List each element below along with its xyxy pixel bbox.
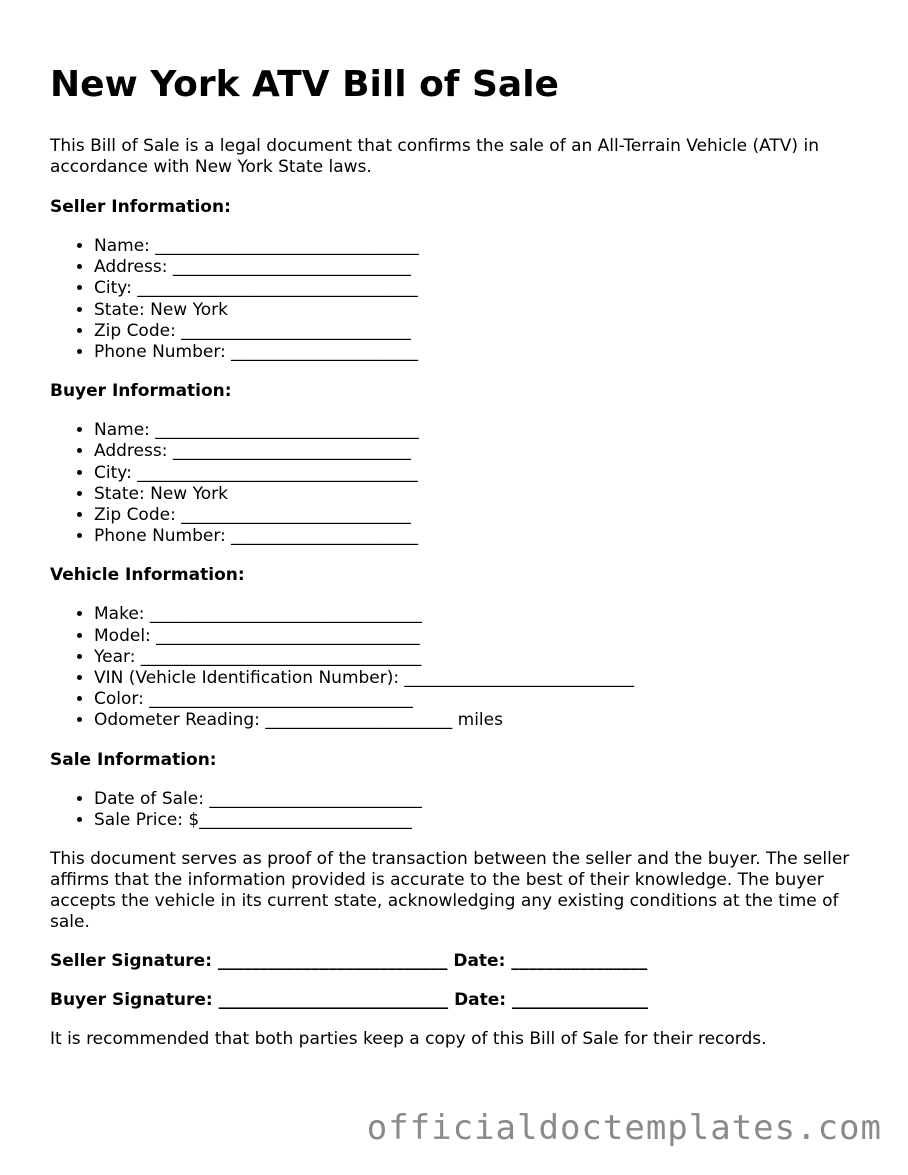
sale-heading: Sale Information: <box>50 749 217 770</box>
intro-paragraph: This Bill of Sale is a legal document that confirms the sale of an All-Terrain Vehicle (ATV) in accordance with New York State laws. <box>50 136 819 177</box>
buyer-address-line: • Address: ____________________________ <box>94 441 870 462</box>
seller-name-line: • Name: _______________________________ <box>94 236 870 257</box>
seller-phone-line: • Phone Number: ______________________ <box>94 342 870 363</box>
seller-list <box>50 236 870 363</box>
seller-heading: Seller Information: <box>50 197 231 217</box>
closing-paragraph: This document serves as proof of the transaction between the seller and the buyer. The seller affirms that the information provided is accurate to the best of their knowledge. The buyer accepts the vehicle in its current state, acknowledging any existing conditions at the time of sale. <box>50 849 850 933</box>
vehicle-vin-line: • VIN (Vehicle Identification Number): ___________________________ <box>94 668 870 689</box>
recommendation-note: It is recommended that both parties keep a copy of this Bill of Sale for their records. <box>50 1029 767 1050</box>
buyer-signature-line: Buyer Signature: ___________________________ Date: ________________ <box>50 990 649 1011</box>
seller-signature-line: Seller Signature: ___________________________ Date: ________________ <box>50 951 648 972</box>
vehicle-model-line: • Model: _______________________________ <box>94 626 870 647</box>
sale-price-line: • Sale Price: $_________________________ <box>94 810 870 831</box>
vehicle-year-line: • Year: _________________________________ <box>94 647 870 668</box>
seller-state-line: • State: New York <box>94 300 870 321</box>
vehicle-heading: Vehicle Information: <box>50 565 245 586</box>
buyer-phone-line: • Phone Number: ______________________ <box>94 526 870 547</box>
vehicle-color-line: • Color: _______________________________ <box>94 689 870 710</box>
document-page <box>50 60 870 1050</box>
buyer-list <box>50 420 870 547</box>
sale-date-line: • Date of Sale: _________________________ <box>94 789 870 810</box>
buyer-state-line: • State: New York <box>94 484 870 505</box>
buyer-zip-line: • Zip Code: ___________________________ <box>94 505 870 526</box>
document-title: New York ATV Bill of Sale <box>50 64 559 105</box>
vehicle-make-line: • Make: ________________________________ <box>94 604 870 625</box>
vehicle-list <box>50 604 870 731</box>
vehicle-odometer-line: • Odometer Reading: ______________________ miles <box>94 710 870 731</box>
seller-address-line: • Address: ____________________________ <box>94 257 870 278</box>
seller-city-line: • City: _________________________________ <box>94 278 870 299</box>
seller-zip-line: • Zip Code: ___________________________ <box>94 321 870 342</box>
buyer-name-line: • Name: _______________________________ <box>94 420 870 441</box>
buyer-city-line: • City: _________________________________ <box>94 463 870 484</box>
watermark-logo: officialdoctemplates.com <box>366 1108 882 1148</box>
buyer-heading: Buyer Information: <box>50 381 232 402</box>
sale-list <box>50 789 870 831</box>
